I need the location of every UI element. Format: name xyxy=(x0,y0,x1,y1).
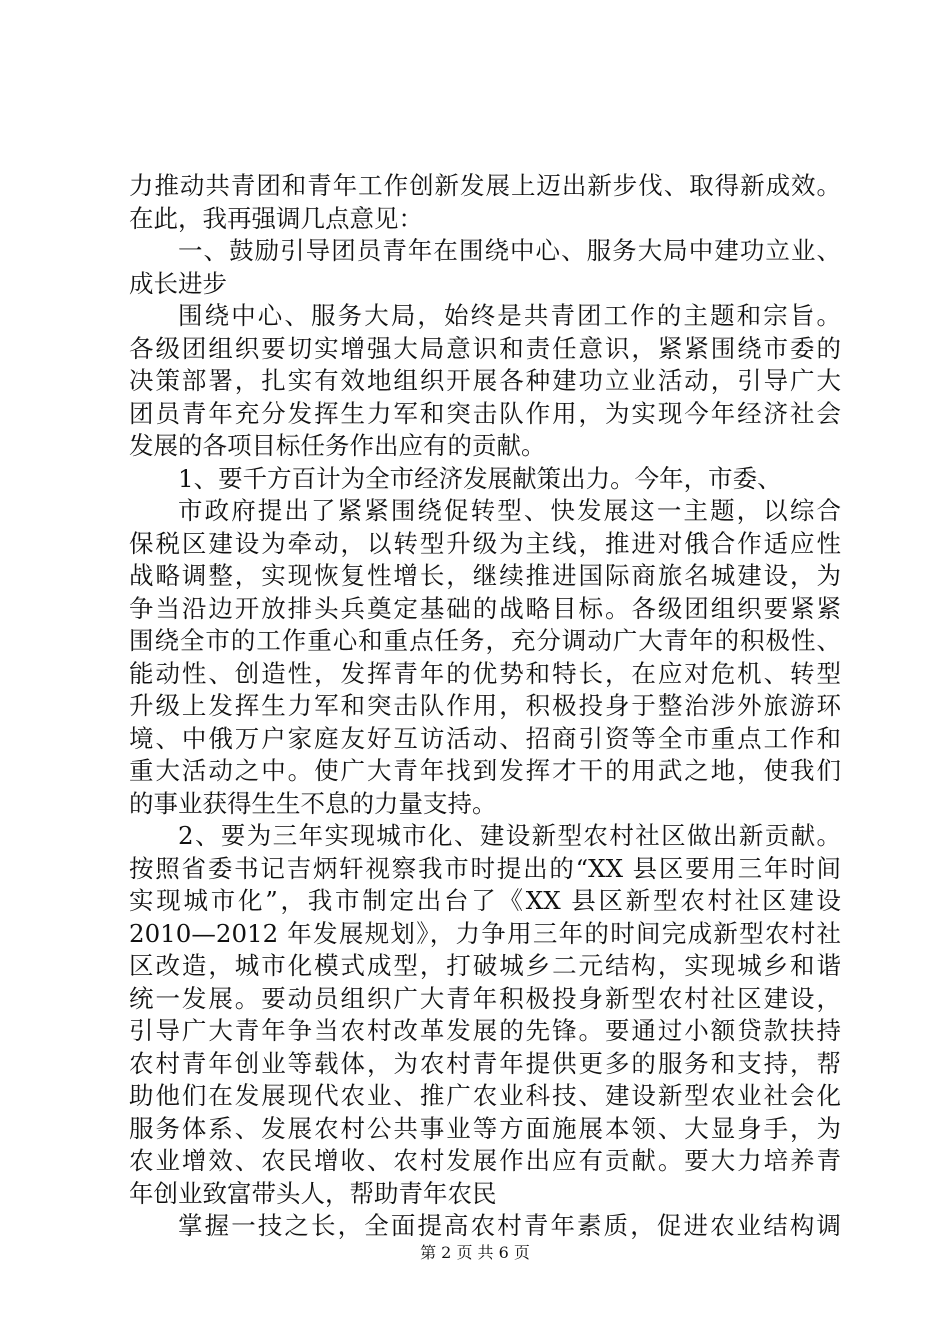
text-line: 围绕全市的工作重心和重点任务，充分调动广大青年的积极性、 xyxy=(129,626,841,655)
text-line: 1、要千方百计为全市经济发展献策出力。今年，市委、 xyxy=(178,463,782,493)
text-line: 实现城市化”，我市制定出台了《XX 县区新型农村社区建设 xyxy=(129,886,841,915)
text-line: 战略调整，实现恢复性增长，继续推进国际商旅名城建设，为 xyxy=(129,561,841,590)
text-line: 能动性、创造性，发挥青年的优势和特长，在应对危机、转型 xyxy=(129,658,841,688)
text-line: 市政府提出了紧紧围绕促转型、快发展这一主题，以综合 xyxy=(178,496,841,525)
text-line: 农业增效、农民增收、农村发展作出应有贡献。要大力培养青 xyxy=(129,1146,841,1175)
text-line: 区改造，城市化模式成型，打破城乡二元结构，实现城乡和谐 xyxy=(129,951,841,980)
text-line: 按照省委书记吉炳轩视察我市时提出的“XX 县区要用三年时间 xyxy=(129,853,841,883)
text-line: 争当沿边开放排头兵奠定基础的战略目标。各级团组织要紧紧 xyxy=(129,593,841,623)
text-line: 助他们在发展现代农业、推广农业科技、建设新型农业社会化 xyxy=(129,1081,841,1110)
text-line: 发展的各项目标任务作出应有的贡献。 xyxy=(129,431,546,460)
text-line: 引导广大青年争当农村改革发展的先锋。要通过小额贷款扶持 xyxy=(129,1016,841,1045)
text-line: 的事业获得生生不息的力量支持。 xyxy=(129,788,497,818)
text-line: 围绕中心、服务大局，始终是共青团工作的主题和宗旨。 xyxy=(178,301,841,330)
section-heading: 一、鼓励引导团员青年在围绕中心、服务大局中建功立业、 xyxy=(178,236,841,265)
text-line: 年创业致富带头人，帮助青年农民 xyxy=(129,1178,497,1208)
text-line: 保税区建设为牵动，以转型升级为主线，推进对俄合作适应性 xyxy=(129,528,841,558)
text-line: 2010—2012 年发展规划》，力争用三年的时间完成新型农村社 xyxy=(129,918,841,948)
page-number: 第 2 页 共 6 页 xyxy=(420,1243,530,1262)
text-line: 力推动共青团和青年工作创新发展上迈出新步伐、取得新成效。 xyxy=(129,171,841,200)
text-line: 升级上发挥生力军和突击队作用，积极投身于整治涉外旅游环 xyxy=(129,691,841,720)
text-line: 在此，我再强调几点意见： xyxy=(129,203,423,233)
text-line: 农村青年创业等载体，为农村青年提供更多的服务和支持，帮 xyxy=(129,1048,841,1078)
text-line: 团员青年充分发挥生力军和突击队作用，为实现今年经济社会 xyxy=(129,398,841,428)
text-line: 2、要为三年实现城市化、建设新型农村社区做出新贡献。 xyxy=(178,821,841,850)
text-line: 各级团组织要切实增强大局意识和责任意识，紧紧围绕市委的 xyxy=(129,333,841,363)
text-line: 决策部署，扎实有效地组织开展各种建功立业活动，引导广大 xyxy=(129,366,841,395)
text-line: 重大活动之中。使广大青年找到发挥才干的用武之地，使我们 xyxy=(129,756,841,785)
text-line: 统一发展。要动员组织广大青年积极投身新型农村社区建设， xyxy=(129,983,841,1013)
text-line: 境、中俄万户家庭友好互访活动、招商引资等全市重点工作和 xyxy=(129,723,841,753)
section-heading: 成长进步 xyxy=(129,268,227,298)
body-text xyxy=(129,170,841,1243)
text-line: 服务体系、发展农村公共事业等方面施展本领、大显身手，为 xyxy=(129,1113,841,1143)
text-line: 掌握一技之长，全面提高农村青年素质，促进农业结构调 xyxy=(178,1211,841,1240)
